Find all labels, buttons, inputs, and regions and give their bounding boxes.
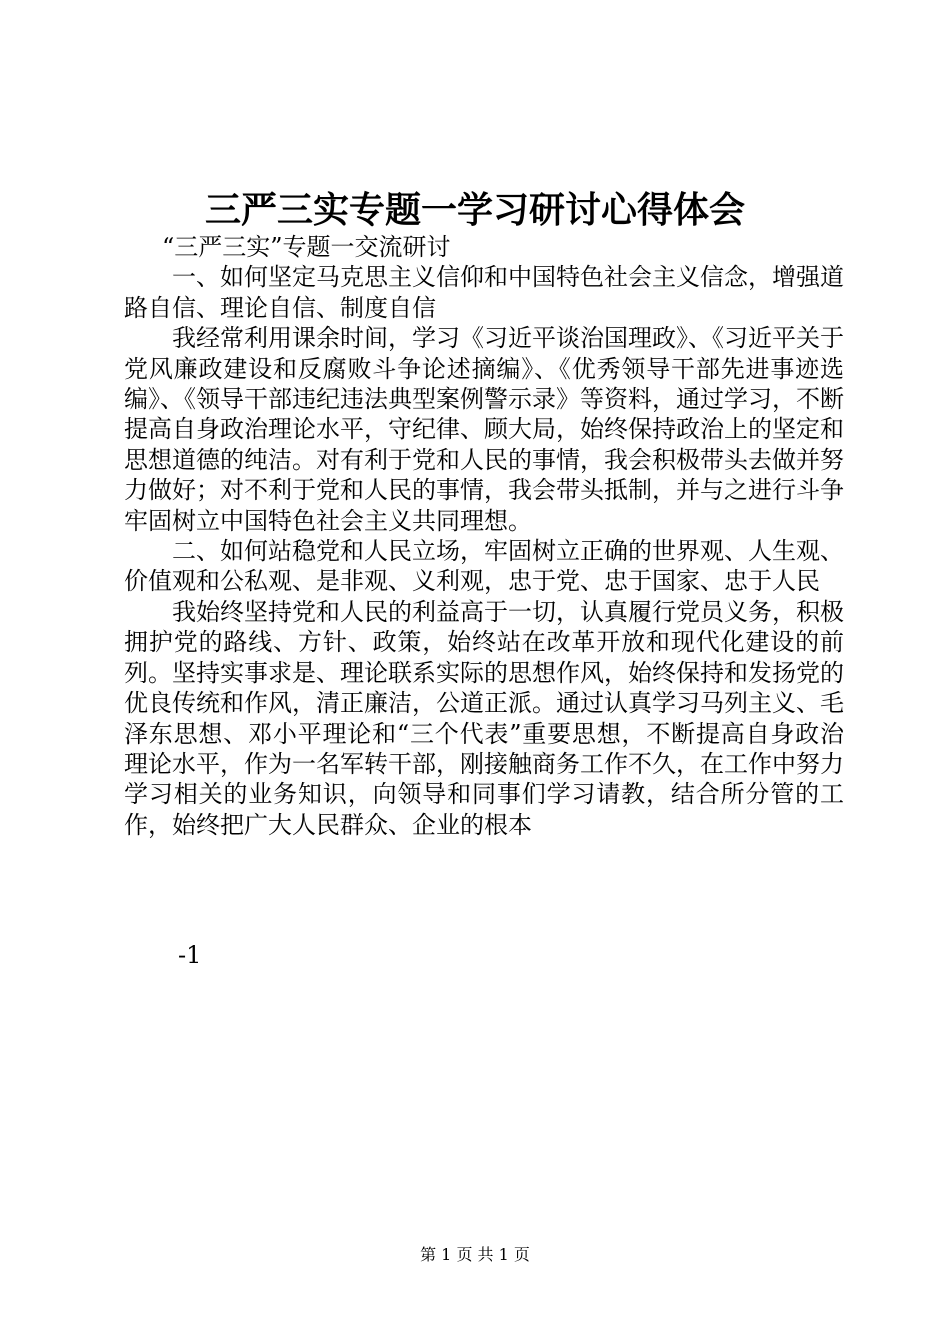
page-footer: 第 1 页 共 1 页 — [420, 1245, 530, 1264]
paragraph-3: 二、如何站稳党和人民立场，牢固树立正确的世界观、人生观、价值观和公私观、是非观、义利观，忠于党、忠于国家、忠于人民 — [124, 537, 844, 596]
document-subtitle: “三严三实”专题一交流研讨 — [162, 233, 451, 261]
page-marker: -1 — [178, 941, 202, 969]
document-title: 三严三实专题一学习研讨心得体会 — [204, 189, 745, 231]
document-body — [124, 232, 844, 840]
paragraph-2: 我经常利用课余时间，学习《习近平谈治国理政》、《习近平关于党风廉政建设和反腐败斗争论述摘编》、《优秀领导干部先进事迹选编》、《领导干部违纪违法典型案例警示录》等资料，通过学习，不断提高自身政治理论水平，守纪律、顾大局，始终保持政治上的坚定和思想道德的纯洁。对有利于党和人民的事情，我会积极带头去做并努力做好；对不利于党和人民的事情，我会带头抵制，并与之进行斗争牢固树立中国特色社会主义共同理想。 — [124, 324, 844, 535]
paragraph-1: 一、如何坚定马克思主义信仰和中国特色社会主义信念，增强道路自信、理论自信、制度自信 — [124, 263, 844, 322]
paragraph-4: 我始终坚持党和人民的利益高于一切，认真履行党员义务，积极拥护党的路线、方针、政策，始终站在改革开放和现代化建设的前列。坚持实事求是、理论联系实际的思想作风，始终保持和发扬党的优良传统和作风，清正廉洁，公道正派。通过认真学习马列主义、毛泽东思想、邓小平理论和“三个代表”重要思想，不断提高自身政治理论水平，作为一名军转干部，刚接触商务工作不久，在工作中努力学习相关的业务知识，向领导和同事们学习请教，结合所分管的工作，始终把广大人民群众、企业的根本 — [124, 597, 844, 839]
